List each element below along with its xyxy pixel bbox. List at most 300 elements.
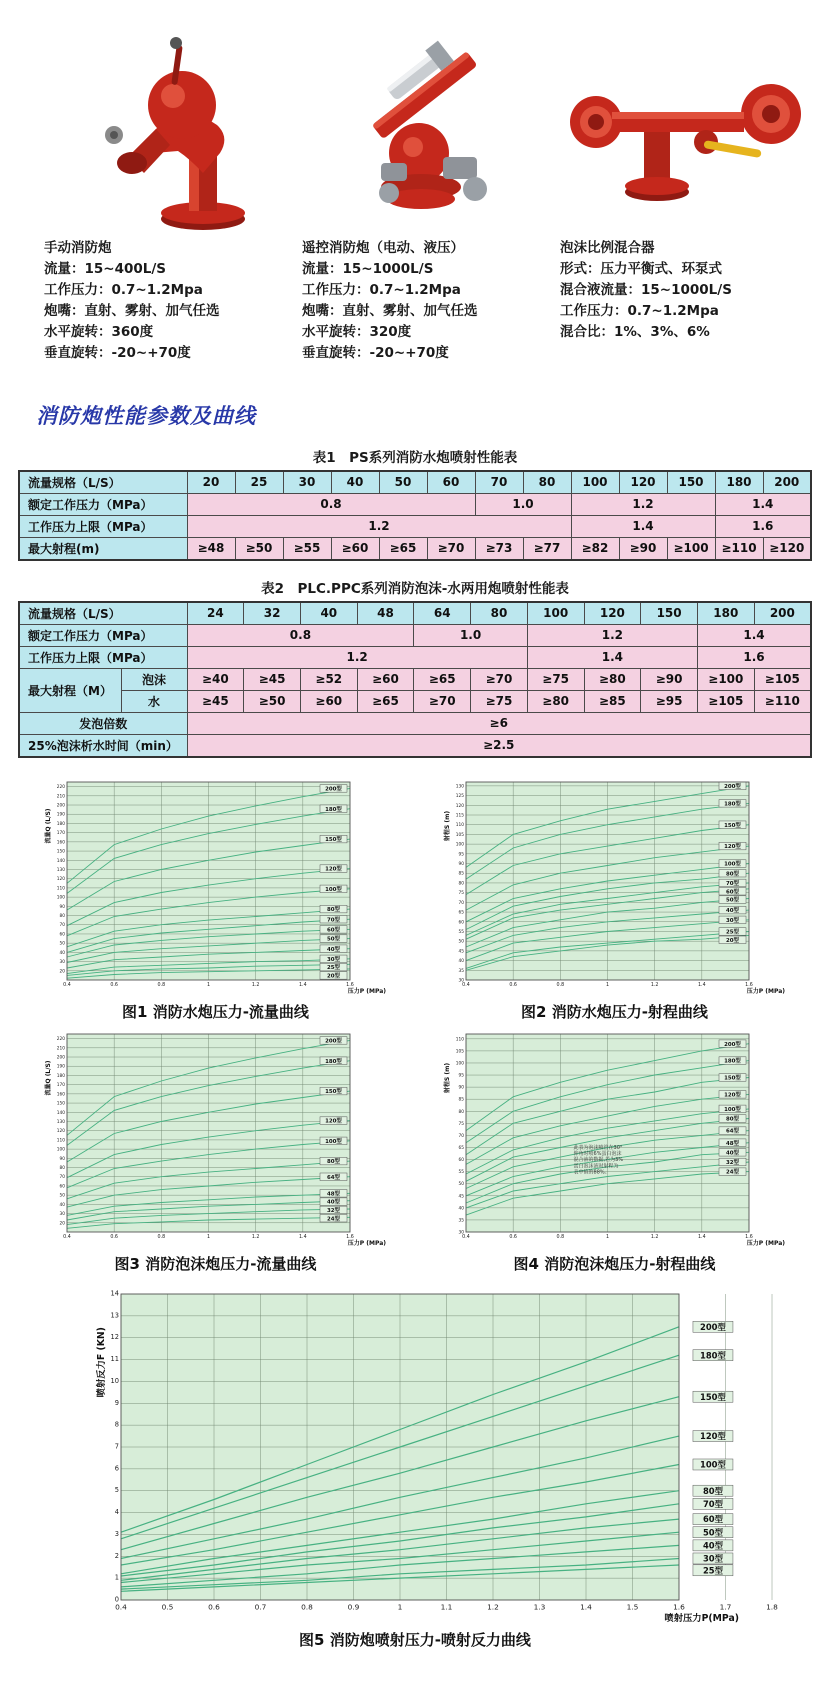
table-cell: ≥75 (527, 668, 584, 690)
table-cell: ≥45 (244, 668, 301, 690)
table-cell: ≥2.5 (187, 734, 811, 757)
svg-text:85: 85 (458, 1097, 464, 1103)
svg-text:60: 60 (59, 931, 65, 937)
svg-text:210: 210 (56, 1045, 65, 1051)
svg-text:1.2: 1.2 (650, 982, 658, 988)
svg-text:1.4: 1.4 (697, 1234, 706, 1240)
table-cell: ≥75 (471, 690, 528, 712)
svg-text:70型: 70型 (725, 880, 739, 887)
svg-text:1.6: 1.6 (744, 1234, 753, 1240)
table-cell: 100 (571, 471, 619, 494)
svg-text:60: 60 (458, 1157, 464, 1163)
svg-text:64型: 64型 (725, 1128, 739, 1135)
svg-text:50: 50 (458, 939, 464, 945)
table-cell: ≥65 (357, 690, 414, 712)
table-cell: ≥48 (187, 537, 235, 560)
svg-text:80: 80 (59, 1165, 65, 1171)
table-cell: 最大射程(m) (19, 537, 187, 560)
chart-cell-fig3 (40, 1026, 392, 1274)
svg-text:120: 120 (56, 876, 65, 882)
svg-text:180型: 180型 (700, 1349, 726, 1360)
table-cell: 1.2 (187, 515, 571, 537)
svg-text:200: 200 (56, 803, 65, 809)
svg-text:40: 40 (458, 958, 464, 964)
table1 (18, 470, 812, 561)
svg-text:50: 50 (59, 941, 65, 947)
table-row (19, 515, 811, 537)
table-cell: 25 (235, 471, 283, 494)
svg-text:70: 70 (458, 900, 464, 906)
svg-text:80: 80 (458, 1109, 464, 1115)
svg-text:40: 40 (59, 1202, 65, 1208)
svg-text:5: 5 (114, 1485, 119, 1494)
table2-block (16, 577, 814, 758)
svg-text:150型: 150型 (700, 1391, 726, 1402)
svg-text:100型: 100型 (324, 886, 342, 893)
svg-text:160: 160 (56, 1091, 65, 1097)
svg-text:70: 70 (59, 1174, 65, 1180)
table-cell: 150 (641, 602, 698, 625)
svg-text:120型: 120型 (723, 843, 741, 850)
svg-text:80型: 80型 (326, 906, 340, 913)
products-row (16, 22, 814, 364)
svg-text:1.3: 1.3 (533, 1601, 546, 1611)
svg-text:70: 70 (59, 922, 65, 928)
svg-text:1.4: 1.4 (697, 982, 706, 988)
product-spec-line: 工作压力：0.7~1.2Mpa (560, 302, 719, 319)
chart-fig3 (40, 1026, 392, 1248)
table-cell: ≥73 (475, 537, 523, 560)
svg-text:0.4: 0.4 (461, 982, 470, 988)
table-cell: ≥52 (300, 668, 357, 690)
svg-text:喷射反力F (KN): 喷射反力F (KN) (96, 1326, 107, 1397)
svg-text:压力P (MPa): 压力P (MPa) (347, 987, 386, 995)
table-cell: 泡沫 (121, 668, 187, 690)
table-cell: 0.8 (187, 493, 475, 515)
chart-figure-3 (40, 1026, 392, 1252)
svg-text:0.6: 0.6 (109, 1234, 118, 1240)
chart-cell-fig5 (85, 1286, 778, 1650)
charts-grid (16, 774, 814, 1650)
svg-text:1: 1 (206, 982, 210, 988)
table-cell: 1.2 (571, 493, 715, 515)
svg-text:200: 200 (56, 1055, 65, 1061)
svg-text:35: 35 (458, 968, 464, 974)
svg-text:48型: 48型 (326, 1190, 340, 1197)
table-cell: 发泡倍数 (19, 712, 187, 734)
svg-text:压力P (MPa): 压力P (MPa) (746, 987, 785, 995)
svg-text:0.4: 0.4 (115, 1601, 127, 1611)
svg-text:100: 100 (56, 1147, 65, 1153)
svg-text:0.4: 0.4 (461, 1234, 470, 1240)
table-cell: ≥85 (584, 690, 641, 712)
table-cell: 1.0 (414, 624, 527, 646)
table-row (19, 712, 811, 734)
svg-text:6: 6 (114, 1463, 119, 1472)
svg-text:20型: 20型 (725, 937, 739, 944)
table-cell: 1.6 (697, 646, 811, 668)
svg-text:40型: 40型 (326, 1199, 340, 1206)
chart-fig2 (439, 774, 791, 996)
product-specs (44, 259, 296, 364)
product-name: 泡沫比例混合器 (560, 240, 655, 256)
svg-text:45: 45 (458, 948, 464, 954)
table-cell: 0.8 (187, 624, 414, 646)
table-cell: ≥50 (235, 537, 283, 560)
table-cell: ≥82 (571, 537, 619, 560)
svg-text:130: 130 (56, 867, 65, 873)
svg-text:仰角时喷6%蛋白泡沫: 仰角时喷6%蛋白泡沫 (573, 1150, 621, 1157)
svg-text:85: 85 (458, 871, 464, 877)
table-cell: ≥105 (697, 690, 754, 712)
svg-text:200型: 200型 (324, 1038, 342, 1045)
table-cell: 额定工作压力（MPa） (19, 493, 187, 515)
svg-text:70型: 70型 (702, 1498, 723, 1509)
table-cell: 1.2 (187, 646, 527, 668)
svg-text:75: 75 (458, 890, 464, 896)
svg-text:60型: 60型 (725, 888, 739, 895)
table-cell: ≥45 (187, 690, 244, 712)
table-cell: ≥110 (715, 537, 763, 560)
table-cell: ≥90 (641, 668, 698, 690)
table-cell: 64 (414, 602, 471, 625)
product-spec-line: 混合液流量：15~1000L/S (560, 281, 732, 298)
table-cell: 180 (697, 602, 754, 625)
svg-text:100型: 100型 (723, 1106, 741, 1113)
svg-text:200型: 200型 (723, 783, 741, 790)
chart-cell-fig4 (439, 1026, 791, 1274)
table-cell: ≥65 (414, 668, 471, 690)
svg-text:此表为泡沫喷管在30°: 此表为泡沫喷管在30° (573, 1144, 622, 1151)
svg-text:8: 8 (114, 1420, 119, 1429)
svg-text:90: 90 (458, 861, 464, 867)
svg-text:40型: 40型 (702, 1539, 723, 1550)
svg-text:30: 30 (59, 1211, 65, 1217)
svg-text:125: 125 (455, 793, 464, 799)
svg-text:1.4: 1.4 (298, 1234, 307, 1240)
product-name: 遥控消防炮（电动、液压） (302, 240, 464, 256)
svg-text:1.4: 1.4 (580, 1601, 592, 1611)
svg-text:1.6: 1.6 (345, 1234, 354, 1240)
chart-fig1 (40, 774, 392, 996)
table-cell: ≥105 (754, 668, 811, 690)
svg-text:10: 10 (110, 1376, 119, 1385)
svg-text:1: 1 (397, 1601, 403, 1611)
table-cell: 水 (121, 690, 187, 712)
table-cell: ≥80 (527, 690, 584, 712)
table-cell: 流量规格（L/S） (19, 602, 187, 625)
svg-text:130: 130 (56, 1119, 65, 1125)
table-cell: 200 (763, 471, 811, 494)
svg-text:64型: 64型 (326, 1174, 340, 1181)
svg-text:9: 9 (114, 1398, 119, 1407)
table-cell: 100 (527, 602, 584, 625)
table-cell: 80 (523, 471, 571, 494)
table-cell: ≥55 (283, 537, 331, 560)
table-cell: 24 (187, 602, 244, 625)
table-cell: ≥110 (754, 690, 811, 712)
table-row (19, 493, 811, 515)
table-cell: ≥40 (187, 668, 244, 690)
chart-fig4 (439, 1026, 791, 1248)
svg-text:90: 90 (458, 1085, 464, 1091)
svg-text:170: 170 (56, 1082, 65, 1088)
svg-text:110: 110 (455, 1036, 464, 1042)
table-cell: 1.4 (571, 515, 715, 537)
svg-text:48型: 48型 (725, 1140, 739, 1147)
chart-caption-fig1: 图1 消防水炮压力-流量曲线 (122, 1002, 309, 1021)
svg-text:150型: 150型 (324, 1088, 342, 1095)
table-cell: 20 (187, 471, 235, 494)
svg-text:0.7: 0.7 (254, 1601, 267, 1611)
product-specs (560, 259, 812, 343)
table-cell: ≥65 (379, 537, 427, 560)
svg-text:14: 14 (110, 1289, 119, 1298)
remote-fire-monitor-illustration (323, 27, 533, 232)
chart-figure-1 (40, 774, 392, 1000)
svg-text:24型: 24型 (326, 1215, 340, 1222)
svg-text:2: 2 (114, 1551, 119, 1560)
svg-text:180: 180 (56, 1073, 65, 1079)
table-row (19, 668, 811, 690)
svg-text:1: 1 (114, 1573, 119, 1582)
product-spec-line: 炮嘴：直射、雾射、加气任选 (302, 302, 478, 319)
svg-text:100: 100 (455, 842, 464, 848)
svg-text:1.5: 1.5 (626, 1601, 639, 1611)
table-cell: ≥100 (697, 668, 754, 690)
svg-text:45: 45 (458, 1193, 464, 1199)
svg-text:0.5: 0.5 (161, 1601, 174, 1611)
table-cell: ≥100 (667, 537, 715, 560)
svg-text:220: 220 (56, 1036, 65, 1042)
svg-text:100: 100 (56, 895, 65, 901)
product-spec-line: 炮嘴：直射、雾射、加气任选 (44, 302, 220, 319)
chart-caption-fig2: 图2 消防水炮压力-射程曲线 (521, 1002, 708, 1021)
table-cell: 120 (619, 471, 667, 494)
svg-text:蛋白泡沫液时射程为: 蛋白泡沫液时射程为 (573, 1162, 619, 1169)
table-cell: ≥77 (523, 537, 571, 560)
svg-text:30型: 30型 (702, 1553, 723, 1564)
manual-fire-monitor-photo (44, 22, 296, 232)
product-spec-line: 工作压力：0.7~1.2Mpa (44, 281, 203, 298)
product-spec-line: 混合比：1%、3%、6% (560, 323, 710, 340)
svg-text:100型: 100型 (723, 861, 741, 868)
svg-text:150型: 150型 (723, 822, 741, 829)
svg-text:170: 170 (56, 830, 65, 836)
svg-text:180型: 180型 (324, 806, 342, 813)
svg-text:150: 150 (56, 849, 65, 855)
product-spec-line: 水平旋转：360度 (44, 323, 154, 340)
svg-text:90: 90 (59, 904, 65, 910)
table-row (19, 690, 811, 712)
svg-text:55: 55 (458, 1169, 464, 1175)
svg-text:12: 12 (110, 1332, 119, 1341)
svg-text:流量Q (L/S): 流量Q (L/S) (44, 1060, 52, 1096)
svg-text:40型: 40型 (326, 946, 340, 953)
svg-text:1.6: 1.6 (673, 1601, 685, 1611)
svg-text:0.8: 0.8 (301, 1601, 313, 1611)
svg-text:80: 80 (458, 880, 464, 886)
table-cell: 40 (331, 471, 379, 494)
svg-text:110: 110 (455, 822, 464, 828)
table-cell: 1.0 (475, 493, 571, 515)
svg-text:1.8: 1.8 (766, 1601, 778, 1611)
table-cell: ≥95 (641, 690, 698, 712)
table2 (18, 601, 812, 758)
table-cell: ≥70 (414, 690, 471, 712)
svg-text:压力P (MPa): 压力P (MPa) (746, 1239, 785, 1247)
svg-text:0: 0 (114, 1595, 119, 1604)
manual-fire-monitor-illustration (70, 27, 270, 232)
product-spec-line: 流量：15~1000L/S (302, 260, 434, 277)
product-spec-line: 垂直旋转：-20~+70度 (302, 344, 449, 361)
svg-text:50型: 50型 (326, 936, 340, 943)
svg-text:120: 120 (56, 1128, 65, 1134)
remote-fire-monitor-photo (302, 22, 554, 232)
chart-figure-2 (439, 774, 791, 1000)
svg-text:40: 40 (458, 1205, 464, 1211)
svg-text:1: 1 (605, 982, 609, 988)
svg-text:1: 1 (206, 1234, 210, 1240)
svg-text:220: 220 (56, 784, 65, 790)
svg-text:130: 130 (455, 783, 464, 789)
chart-figure-5 (85, 1286, 778, 1628)
svg-text:100型: 100型 (324, 1138, 342, 1145)
table-cell: 1.4 (715, 493, 811, 515)
svg-text:射程S (m): 射程S (m) (443, 1062, 451, 1093)
svg-text:30: 30 (458, 978, 464, 984)
product-spec-line: 工作压力：0.7~1.2Mpa (302, 281, 461, 298)
table-cell: 50 (379, 471, 427, 494)
svg-text:80型: 80型 (326, 1158, 340, 1165)
table-cell: 工作压力上限（MPa） (19, 646, 187, 668)
svg-text:1.2: 1.2 (251, 1234, 259, 1240)
svg-text:30型: 30型 (326, 956, 340, 963)
table-cell: 1.2 (527, 624, 697, 646)
svg-text:75: 75 (458, 1121, 464, 1127)
table-cell: 32 (244, 602, 301, 625)
svg-text:1.4: 1.4 (298, 982, 307, 988)
svg-text:25型: 25型 (725, 929, 739, 936)
table-row (19, 471, 811, 494)
svg-text:25型: 25型 (326, 964, 340, 971)
table-cell: 120 (584, 602, 641, 625)
table-cell: 30 (283, 471, 331, 494)
svg-text:射程S (m): 射程S (m) (443, 810, 451, 841)
chart-caption-fig3: 图3 消防泡沫炮压力-流量曲线 (114, 1254, 317, 1273)
svg-text:190: 190 (56, 812, 65, 818)
svg-text:32型: 32型 (725, 1159, 739, 1166)
chart-cell-fig2 (439, 774, 791, 1022)
svg-text:50型: 50型 (725, 897, 739, 904)
svg-text:160: 160 (56, 839, 65, 845)
svg-text:混合液的数据,若为3%: 混合液的数据,若为3% (573, 1156, 623, 1163)
svg-text:1.7: 1.7 (719, 1601, 732, 1611)
svg-text:4: 4 (114, 1507, 119, 1516)
foam-proportioner-illustration (566, 62, 806, 232)
table-cell: ≥60 (331, 537, 379, 560)
svg-text:40型: 40型 (725, 907, 739, 914)
svg-text:40: 40 (59, 950, 65, 956)
table1-block (16, 446, 814, 561)
chart-cell-fig1 (40, 774, 392, 1022)
table-cell: ≥120 (763, 537, 811, 560)
product-name: 手动消防炮 (44, 240, 112, 256)
svg-text:95: 95 (458, 1073, 464, 1079)
svg-text:1.1: 1.1 (440, 1601, 453, 1611)
svg-text:25型: 25型 (702, 1564, 723, 1575)
svg-text:3: 3 (114, 1529, 119, 1538)
svg-text:30: 30 (458, 1230, 464, 1236)
svg-text:0.4: 0.4 (62, 982, 71, 988)
svg-text:0.8: 0.8 (556, 982, 564, 988)
svg-text:0.4: 0.4 (62, 1234, 71, 1240)
svg-text:150型: 150型 (324, 836, 342, 843)
table-row (19, 646, 811, 668)
svg-text:115: 115 (455, 813, 464, 819)
table-row (19, 624, 811, 646)
svg-text:190: 190 (56, 1064, 65, 1070)
svg-text:140: 140 (56, 858, 65, 864)
svg-text:120: 120 (455, 803, 464, 809)
svg-text:20: 20 (59, 1220, 65, 1226)
table-cell: ≥70 (471, 668, 528, 690)
svg-text:50: 50 (59, 1193, 65, 1199)
svg-text:13: 13 (110, 1310, 119, 1319)
svg-text:0.6: 0.6 (208, 1601, 220, 1611)
table-cell: ≥6 (187, 712, 811, 734)
table-row (19, 602, 811, 625)
svg-text:表中值的88%。: 表中值的88%。 (573, 1169, 610, 1176)
svg-text:40型: 40型 (725, 1149, 739, 1156)
svg-text:200型: 200型 (700, 1321, 726, 1332)
product-card-remote-monitor (302, 22, 554, 364)
svg-text:30: 30 (59, 959, 65, 965)
svg-text:60型: 60型 (702, 1513, 723, 1524)
svg-text:90: 90 (59, 1156, 65, 1162)
svg-text:30型: 30型 (725, 917, 739, 924)
svg-text:180: 180 (56, 821, 65, 827)
svg-text:120型: 120型 (324, 866, 342, 873)
svg-text:24型: 24型 (725, 1169, 739, 1176)
chart-figure-4 (439, 1026, 791, 1252)
svg-text:210: 210 (56, 793, 65, 799)
svg-text:70型: 70型 (326, 916, 340, 923)
svg-text:95: 95 (458, 851, 464, 857)
table-cell: 150 (667, 471, 715, 494)
svg-text:0.6: 0.6 (109, 982, 118, 988)
svg-text:1.2: 1.2 (251, 982, 259, 988)
svg-text:110: 110 (56, 885, 65, 891)
svg-text:200型: 200型 (324, 786, 342, 793)
svg-text:1.2: 1.2 (487, 1601, 499, 1611)
table-cell: 200 (754, 602, 811, 625)
svg-text:80: 80 (59, 913, 65, 919)
table-cell: 流量规格（L/S） (19, 471, 187, 494)
svg-text:0.8: 0.8 (157, 1234, 165, 1240)
table-row (19, 734, 811, 757)
svg-text:110: 110 (56, 1137, 65, 1143)
table-cell: ≥90 (619, 537, 667, 560)
product-spec-line: 形式：压力平衡式、环泵式 (560, 260, 722, 277)
svg-text:80型: 80型 (725, 1116, 739, 1123)
table-cell: 工作压力上限（MPa） (19, 515, 187, 537)
svg-text:120型: 120型 (700, 1430, 726, 1441)
table-cell: 25%泡沫析水时间（min） (19, 734, 187, 757)
svg-text:180型: 180型 (723, 800, 741, 807)
table-cell: ≥60 (300, 690, 357, 712)
table-cell: ≥80 (584, 668, 641, 690)
